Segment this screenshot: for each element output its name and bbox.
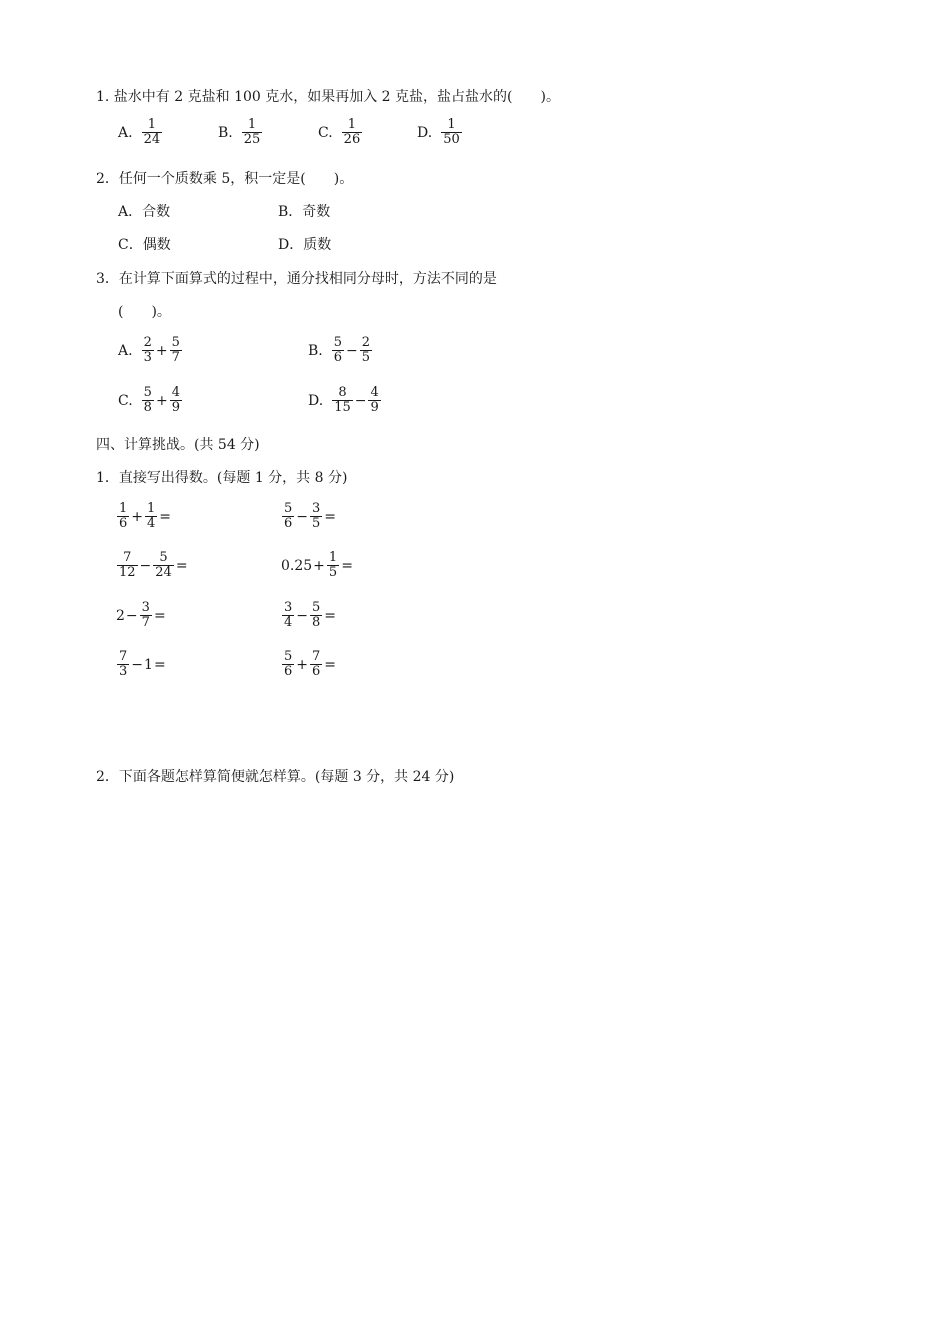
operator: + xyxy=(155,392,168,409)
option-text: 质数 xyxy=(303,237,332,253)
calc-item-5 xyxy=(116,601,167,630)
operator: − xyxy=(296,607,309,624)
operator: − xyxy=(139,557,152,574)
fraction: $\frac{7}{3}$ xyxy=(119,649,128,679)
q3-option-b[interactable] xyxy=(308,336,373,365)
operator: − xyxy=(125,607,138,624)
q1-option-b[interactable] xyxy=(218,118,263,147)
option-text: 合数 xyxy=(142,204,171,220)
fraction: $\frac{5}{6}$ xyxy=(284,501,293,531)
operator: + xyxy=(155,342,168,359)
q3-stem-line2: ( )。 xyxy=(118,304,171,320)
calc-item-6 xyxy=(281,601,337,630)
q1-option-a[interactable] xyxy=(118,118,163,147)
fraction: $\frac{1}{4}$ xyxy=(147,501,156,531)
calc-item-7 xyxy=(116,650,167,679)
equals-sign: = xyxy=(324,656,337,673)
fraction: $\frac{7}{12}$ xyxy=(119,550,136,580)
q2-option-b[interactable] xyxy=(278,201,330,221)
option-label: C． xyxy=(118,237,143,253)
fraction: $\frac{4}{9}$ xyxy=(370,385,379,415)
operator: − xyxy=(296,508,309,525)
option-label: C. xyxy=(318,124,333,141)
equals-sign: = xyxy=(324,508,337,525)
operator: + xyxy=(131,508,144,525)
fraction: $\frac{5}{8}$ xyxy=(143,385,152,415)
q1-option-c[interactable] xyxy=(318,118,363,147)
q2-option-d[interactable] xyxy=(278,234,331,254)
operator: + xyxy=(313,557,325,574)
q1-option-d[interactable] xyxy=(417,118,463,147)
fraction: $\frac{5}{6}$ xyxy=(284,649,293,679)
q3-stem-line1: 3．在计算下面算式的过程中，通分找相同分母时，方法不同的是 xyxy=(96,271,497,287)
section-4-heading: 四、计算挑战。(共 54 分) xyxy=(96,437,260,453)
option-label: D. xyxy=(417,124,433,141)
option-label: C. xyxy=(118,392,133,409)
fraction: $\frac{3}{5}$ xyxy=(312,501,321,531)
option-label: A. xyxy=(118,124,133,141)
option-text: 奇数 xyxy=(302,204,331,220)
fraction: $\frac{5}{6}$ xyxy=(333,335,343,365)
option-label: B. xyxy=(308,342,323,359)
q1-stem: 1. 盐水中有 2 克盐和 100 克水，如果再加入 2 克盐，盐占盐水的( )。 xyxy=(96,89,560,105)
equals-sign: = xyxy=(153,656,166,673)
q3-option-c[interactable] xyxy=(118,386,183,415)
equals-sign: = xyxy=(175,557,188,574)
fraction: $\frac{2}{5}$ xyxy=(361,335,371,365)
option-text: 偶数 xyxy=(142,237,171,253)
fraction: $\frac{5}{7}$ xyxy=(171,335,180,365)
option-label: B． xyxy=(278,204,303,220)
q2-option-c[interactable] xyxy=(118,234,171,254)
option-label: A． xyxy=(118,204,143,220)
fraction: $\frac{2}{3}$ xyxy=(143,335,152,365)
whole-number: 1 xyxy=(144,656,153,673)
option-label: B. xyxy=(218,124,233,141)
fraction: $\frac{3}{4}$ xyxy=(284,600,293,630)
equals-sign: = xyxy=(324,607,337,624)
equals-sign: = xyxy=(341,557,353,574)
whole-number: 2 xyxy=(116,607,125,624)
q3-option-d[interactable] xyxy=(308,386,382,415)
equals-sign: = xyxy=(159,508,172,525)
equals-sign: = xyxy=(153,607,166,624)
operator: − xyxy=(131,656,144,673)
q2-option-a[interactable] xyxy=(118,201,170,221)
fraction: $\frac{3}{7}$ xyxy=(141,600,150,630)
operator: + xyxy=(296,656,309,673)
calc-item-8 xyxy=(281,650,337,679)
fraction: $\frac{8}{15}$ xyxy=(334,385,351,415)
fraction: $\frac{1}{5}$ xyxy=(328,550,338,580)
option-label: D． xyxy=(278,237,304,253)
calc-item-4 xyxy=(281,551,354,580)
calc-item-1 xyxy=(116,502,172,531)
part-1-title: 1．直接写出得数。(每题 1 分，共 8 分) xyxy=(96,470,348,486)
fraction: $\frac{1}{6}$ xyxy=(119,501,128,531)
option-label: D. xyxy=(308,392,324,409)
fraction: $\frac{5}{24}$ xyxy=(155,550,172,580)
fraction: $\frac{4}{9}$ xyxy=(171,385,180,415)
whole-number: 0.25 xyxy=(281,557,313,574)
option-label: A. xyxy=(118,342,133,359)
fraction: $\frac{7}{6}$ xyxy=(312,649,321,679)
operator: − xyxy=(354,392,367,409)
operator: − xyxy=(346,342,358,359)
fraction: $\frac{1}{25}$ xyxy=(243,117,261,147)
calc-item-2 xyxy=(281,502,337,531)
calc-item-3 xyxy=(116,551,189,580)
fraction: $\frac{1}{50}$ xyxy=(443,117,460,147)
q3-option-a[interactable] xyxy=(118,336,183,365)
fraction: $\frac{5}{8}$ xyxy=(312,600,321,630)
q2-stem: 2．任何一个质数乘 5，积一定是( )。 xyxy=(96,171,354,187)
fraction: $\frac{1}{24}$ xyxy=(143,117,161,147)
fraction: $\frac{1}{26}$ xyxy=(343,117,361,147)
part-2-title: 2．下面各题怎样算简便就怎样算。(每题 3 分，共 24 分) xyxy=(96,769,455,785)
